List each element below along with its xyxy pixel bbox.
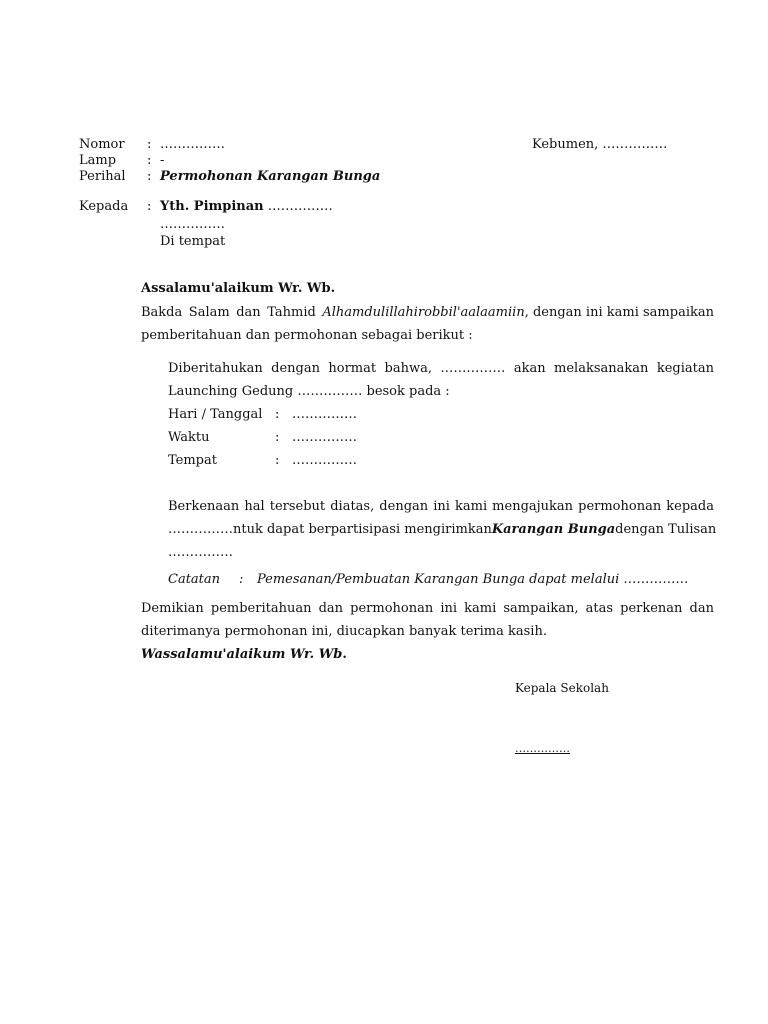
notice-word: dengan (271, 361, 320, 376)
intro-line-1 (141, 305, 714, 321)
nomor-label: Nomor (79, 137, 125, 152)
notice-word: kegiatan (656, 361, 714, 376)
intro-word: Tahmid (267, 305, 316, 320)
signature-name: …………… (515, 742, 570, 755)
intro-rest: , dengan ini kami sampaikan (524, 305, 714, 320)
request-line-3: …………… (168, 545, 233, 560)
detail-value-place: …………… (292, 453, 357, 468)
notice-line-1 (168, 361, 714, 377)
lamp-colon: : (147, 153, 152, 168)
closing-line-2: diterimanya permohonan ini, diucapkan banyak terima kasih. (141, 624, 547, 639)
notice-word: akan (513, 361, 546, 376)
request-text: dengan Tulisan (615, 522, 717, 537)
note-text: Pemesanan/Pembuatan Karangan Bunga dapat melalui …………… (257, 572, 689, 587)
intro-word: dan (236, 305, 261, 320)
detail-label-date: Hari / Tanggal (168, 407, 263, 422)
place-date: Kebumen, …………… (532, 137, 668, 152)
nomor-value: …………… (160, 137, 225, 152)
notice-line-2: Launching Gedung …………… besok pada : (168, 384, 450, 399)
recipient-line-2: …………… (160, 217, 225, 232)
request-line-1: Berkenaan hal tersebut diatas, dengan ini kami mengajukan permohonan kepada (168, 499, 714, 514)
notice-word: melaksanakan (554, 361, 649, 376)
lamp-label: Lamp (79, 153, 117, 168)
request-bold: Karangan Bunga (491, 522, 616, 537)
notice-word: hormat (328, 361, 377, 376)
intro-line-2: pemberitahuan dan permohonan sebagai berikut : (141, 328, 473, 343)
perihal-label: Perihal (79, 169, 126, 184)
intro-italic-phrase (322, 305, 714, 321)
detail-value-time: …………… (292, 430, 357, 445)
perihal-value: Permohonan Karangan Bunga (160, 169, 381, 184)
request-line-2 (168, 522, 717, 538)
notice-word: bahwa, (384, 361, 432, 376)
detail-label-place: Tempat (168, 453, 217, 468)
recipient-line-1 (160, 199, 333, 215)
detail-colon: : (275, 407, 280, 422)
greeting: Assalamu'alaikum Wr. Wb. (141, 281, 336, 296)
intro-word: Bakda (141, 305, 183, 320)
signature-title: Kepala Sekolah (515, 681, 609, 695)
perihal-colon: : (147, 169, 152, 184)
detail-label-time: Waktu (168, 430, 210, 445)
nomor-colon: : (147, 137, 152, 152)
intro-italic: Alhamdulillahirobbil'aalaamiin (322, 305, 525, 320)
notice-dots: …………… (440, 361, 506, 376)
farewell: Wassalamu'alaikum Wr. Wb. (141, 647, 347, 662)
recipient-line-3: Di tempat (160, 234, 226, 249)
recipient-dots: …………… (267, 199, 333, 214)
kepada-colon: : (147, 199, 152, 214)
detail-colon: : (275, 430, 280, 445)
request-text: ntuk dapat berpartisipasi mengirimkan (233, 522, 492, 537)
intro-word: Salam (188, 305, 230, 320)
kepada-label: Kepada (79, 199, 129, 214)
notice-word: Diberitahukan (168, 361, 263, 376)
note-label: Catatan (168, 572, 221, 587)
detail-value-date: …………… (292, 407, 357, 422)
detail-colon: : (275, 453, 280, 468)
recipient-title: Yth. Pimpinan (160, 199, 264, 214)
lamp-value: - (160, 153, 165, 168)
closing-line-1: Demikian pemberitahuan dan permohonan ini kami sampaikan, atas perkenan dan (141, 601, 714, 616)
request-dots: …………… (168, 522, 233, 537)
note-colon: : (239, 572, 244, 587)
